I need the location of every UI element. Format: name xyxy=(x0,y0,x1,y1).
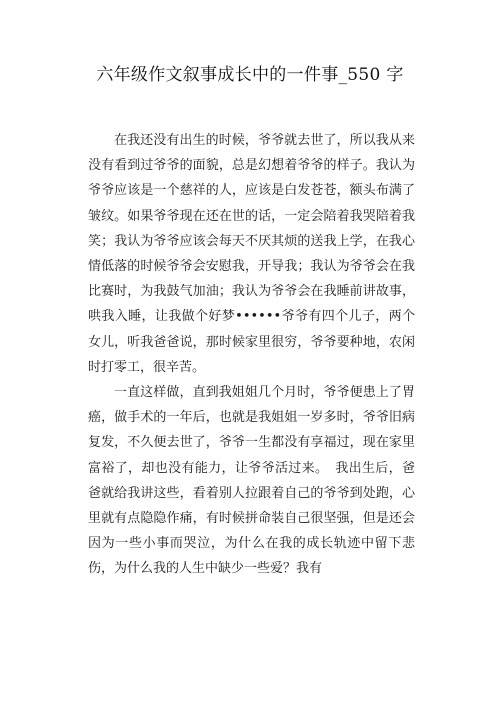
paragraph-1: 在我还没有出生的时候，爷爷就去世了，所以我从来没有看到过爷爷的面貌，总是幻想着爷爷的样子。我认为爷爷应该是一个慈祥的人，应该是白发苍苍，额头布满了皱纹。如果爷爷现在还在世的话，一定会陪着我哭陪着我笑；我认为爷爷应该会每天不厌其烦的送我上学，在我心情低落的时候爷爷会安慰我，开导我；我认为爷爷会在我比赛时，为我鼓气加油；我认为爷爷会在我睡前讲故事，哄我入睡，让我做个好梦••••••爷爷有四个儿子，两个女儿，听我爸爸说，那时候家里很穷，爷爷要种地，农闲时打零工，很辛苦。 xyxy=(88,133,415,375)
article-body xyxy=(88,128,415,582)
page-title: 六年级作文叙事成长中的一件事_550 字 xyxy=(96,65,404,85)
paragraph-2: 一直这样做，直到我姐姐几个月时，爷爷便患上了胃癌，做手术的一年后，也就是我姐姐一岁多时，爷爷旧病复发，不久便去世了，爷爷一生都没有享福过，现在家里富裕了，却也没有能力，让爷爷活过来。 我出生后，爸爸就给我讲这些，看着别人拉跟着自己的爷爷到处跑，心里就有点隐隐作痛，有时候拼命装自己很坚强，但是还会因为一些小事而哭泣，为什么在我的成长轨迹中留下悲伤，为什么我的人生中缺少一些爱？我有 xyxy=(88,385,415,577)
